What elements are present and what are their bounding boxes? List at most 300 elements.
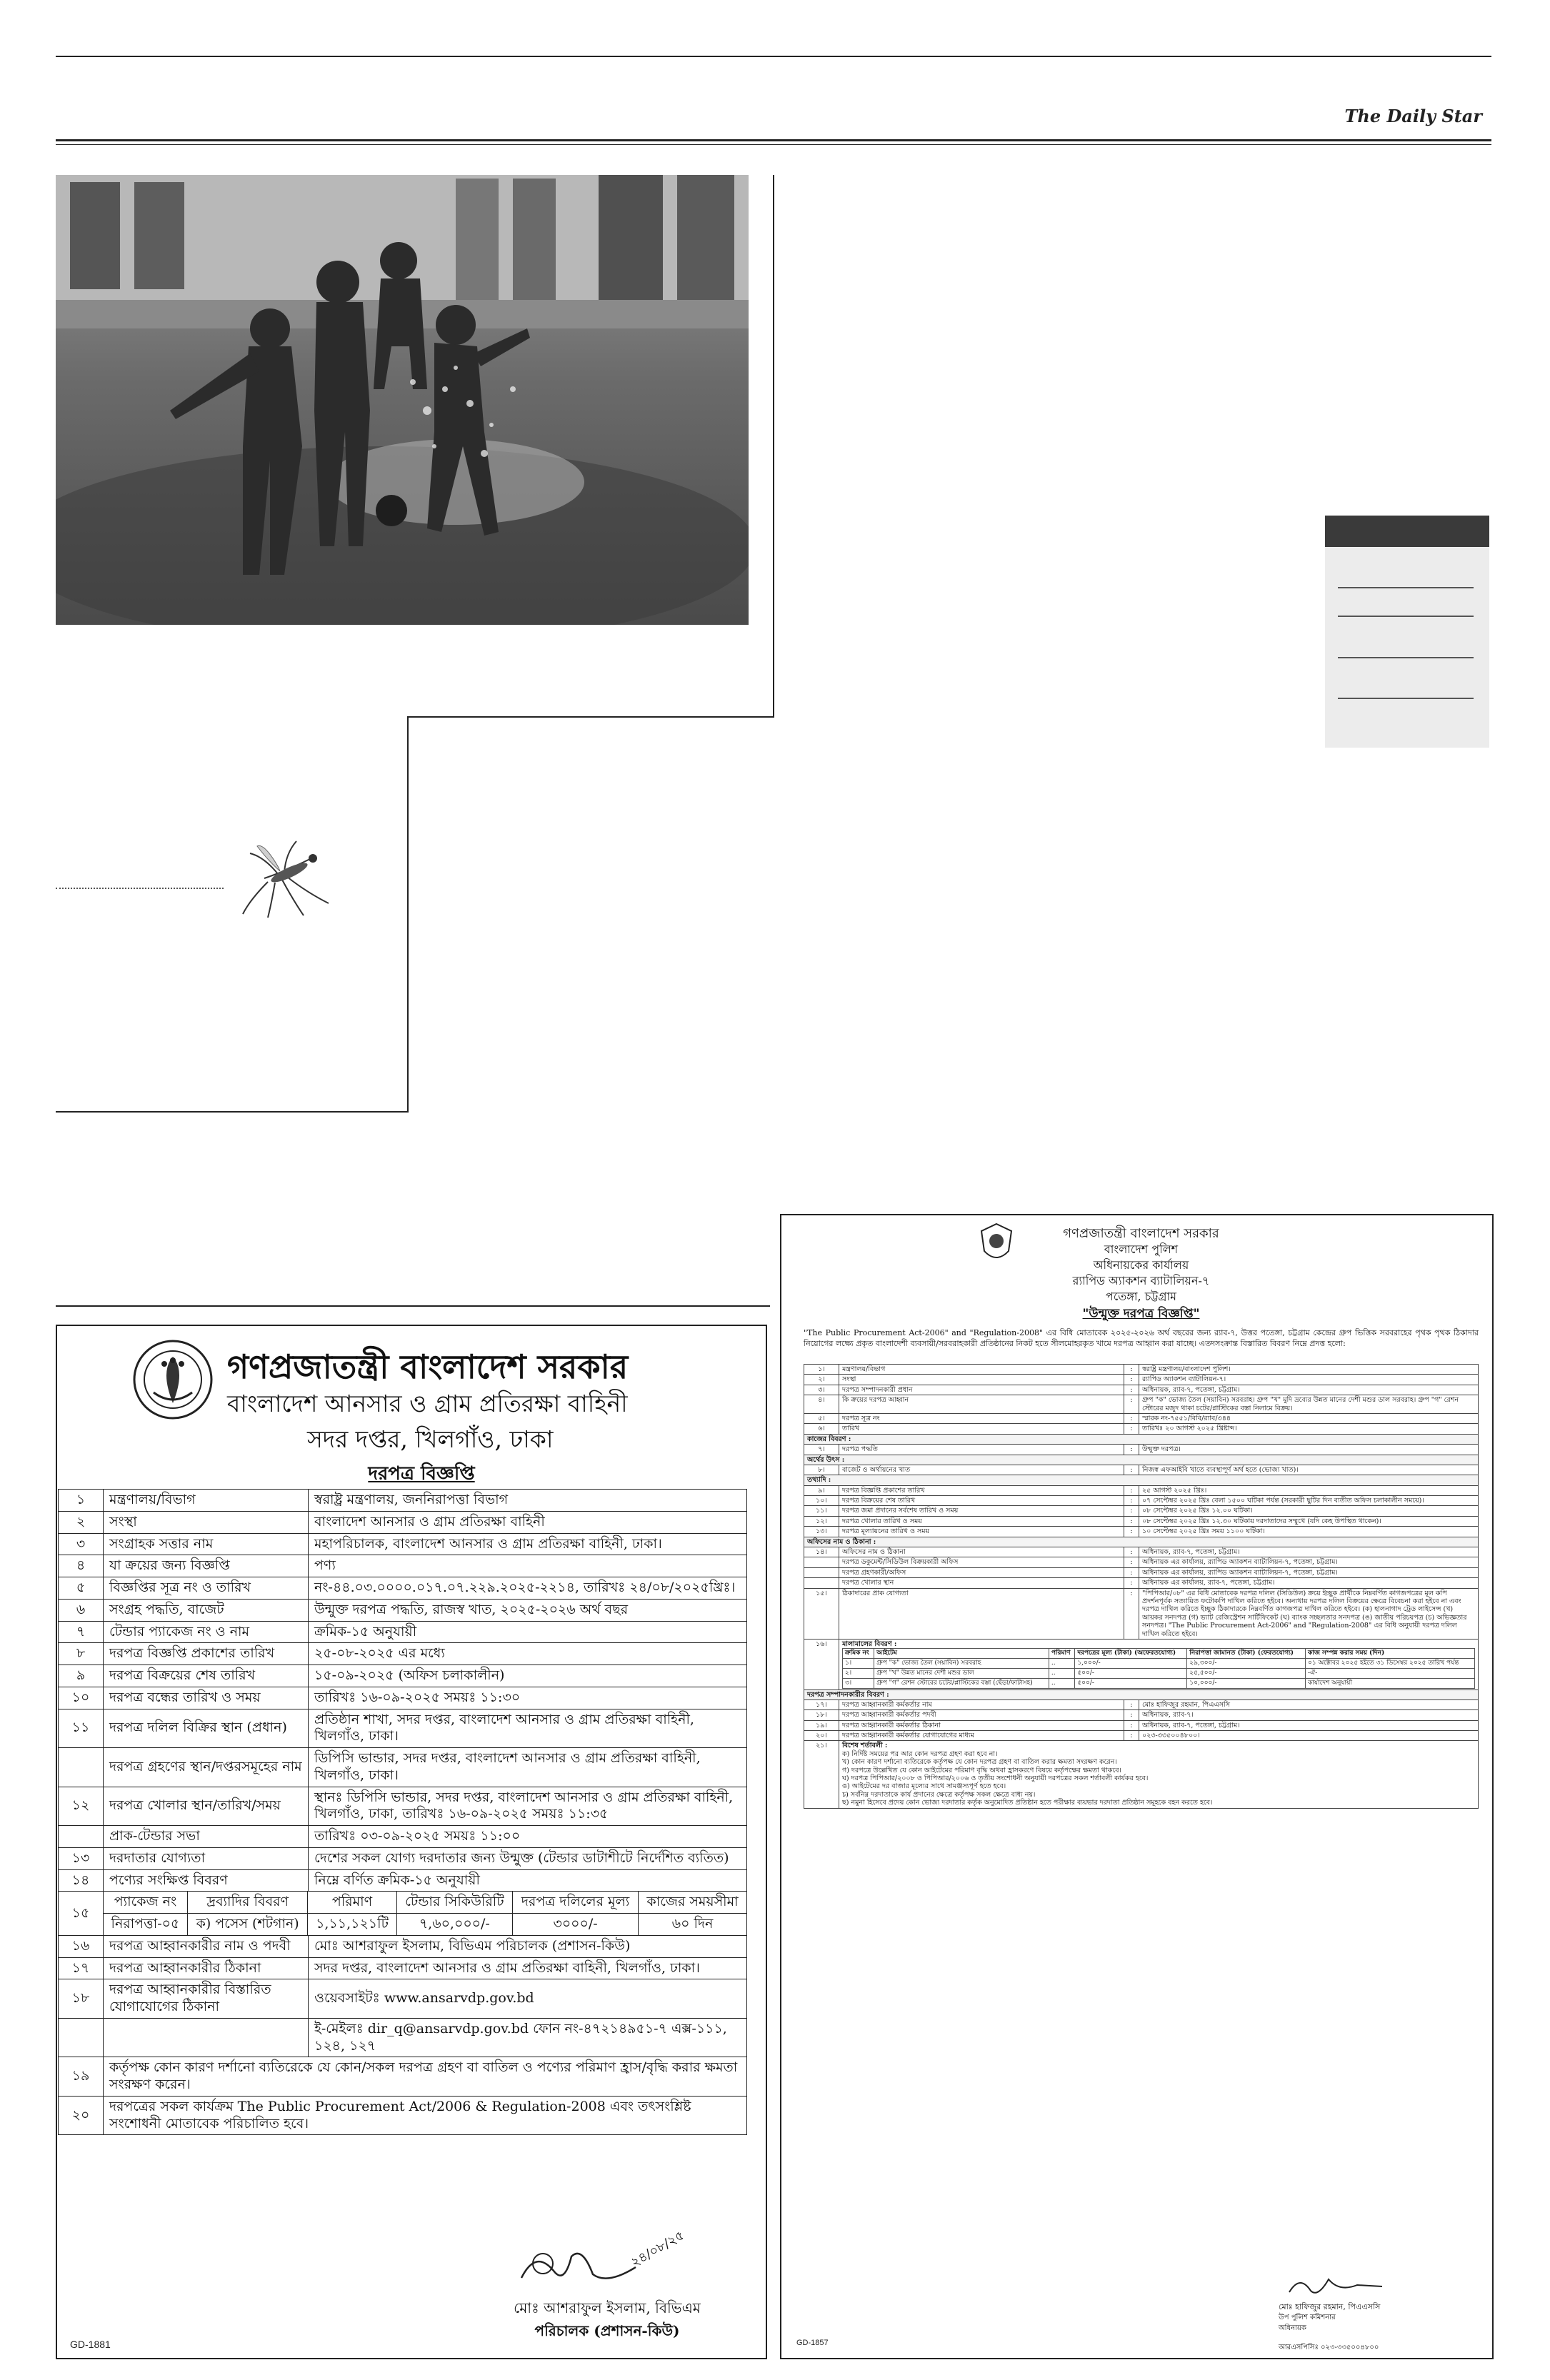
row-label: প্রাক-টেন্ডার সভা — [104, 1826, 309, 1848]
materials-header-cell: কাজ সম্পন্ন করার সময় (দিন) — [1305, 1649, 1474, 1659]
row-value: ০৮ সেপ্টেম্বর ২০২৫ খ্রিঃ ১২.০০ ঘটিকা। — [1139, 1506, 1479, 1516]
row-value: ক্রমিক-১৫ অনুযায়ী — [309, 1621, 747, 1643]
row-value: অধিনায়ক, র‌্যাব-৭, পতেঙ্গা, চট্টগ্রাম। — [1139, 1547, 1479, 1557]
row-value: স্মারক নং-৭৫৫১/বিবি/র‌্যাব/৩৪৪ — [1139, 1413, 1479, 1423]
table-row — [59, 1709, 747, 1748]
materials-item-cell: গ্রুপ "গ" রেশন স্টোরের চটের/প্লাস্টিকের বস্তা (ছেঁড়া/ফাটাসহ) — [874, 1678, 1049, 1688]
gd-number: GD-1857 — [796, 2339, 829, 2347]
row-number: ১৫। — [804, 1588, 839, 1639]
row-number: ২১। — [804, 1741, 839, 1808]
condition-item: খ) কোন কারণ দর্শানো ব্যতিরেকে কর্তৃপক্ষ যে কোন দরপত্র গ্রহণ বা বাতিল করার ক্ষমতা সংরক্ষণ করেন। — [842, 1758, 1117, 1767]
row-label: দরপত্র দলিল বিক্রির স্থান (প্রধান) — [104, 1709, 309, 1748]
police-line: বাংলাদেশ পুলিশ — [1104, 1242, 1179, 1256]
row-colon: : — [1124, 1465, 1139, 1475]
row-number: ১২। — [804, 1516, 839, 1526]
signer-designation: উপ পুলিশ কমিশনার — [1279, 2314, 1336, 2321]
table-row — [59, 1621, 747, 1643]
materials-item-cell: .. — [1049, 1668, 1075, 1678]
row-number: ২। — [804, 1375, 839, 1385]
row-number: ৮ — [59, 1643, 104, 1665]
row-number: ৭ — [59, 1621, 104, 1643]
condition-item: ঘ) দরপত্র পিপিআর/২০০৮ ও পিপিআর/২০০৬ ও তৃতীয় সংশোধনী অনুযায়ী দরপত্রের সকল শর্তাবলী কার্যকর হবে। — [842, 1774, 1149, 1783]
hq-line: সদর দপ্তর, খিলগাঁও, ঢাকা — [307, 1425, 554, 1453]
table-row — [804, 1385, 1479, 1395]
row-label: যা ক্রয়ের জন্য বিজ্ঞপ্তি — [104, 1555, 309, 1577]
signer-role: অধিনায়ক — [1279, 2324, 1306, 2332]
materials-row — [804, 1639, 1479, 1689]
masthead-rule — [56, 139, 1491, 141]
row-number: ১১ — [59, 1709, 104, 1748]
row-label: দরপত্র সূত্র নং — [839, 1413, 1124, 1423]
row-label: পণ্যের সংক্ষিপ্ত বিবরণ — [104, 1869, 309, 1892]
row-number: ৯। — [804, 1485, 839, 1495]
row-number: ১ — [59, 1490, 104, 1512]
row-value: ২৫-০৮-২০২৫ এর মধ্যে — [309, 1643, 747, 1665]
row-label: বাজেট ও অর্থায়নের খাত — [839, 1465, 1124, 1475]
row-number: ১২ — [59, 1787, 104, 1826]
column-rule-bottom — [56, 1111, 409, 1113]
row-value: অধিনায়ক এর কার্যালয়, র‌্যাপিড অ্যাকশন ব্যাটালিয়ন-৭, পতেঙ্গা, চট্টগ্রাম। — [1139, 1567, 1479, 1577]
materials-item-cell: গ্রুপ "খ" উন্নত মানের দেশী মশুর ডাল — [874, 1668, 1049, 1678]
table-row — [804, 1424, 1479, 1434]
notice-title: দরপত্র বিজ্ঞপ্তি — [368, 1463, 475, 1485]
row-value: ১৫-০৯-২০২৫ (অফিস চলাকালীন) — [309, 1665, 747, 1687]
row-colon: : — [1124, 1516, 1139, 1526]
row-label: সংগ্রাহক সত্তার নাম — [104, 1533, 309, 1555]
row-number: ১৪ — [59, 1869, 104, 1892]
table-row — [59, 1599, 747, 1621]
table-row — [59, 2018, 747, 2057]
row-number: ১৯ — [59, 2057, 104, 2097]
table-row — [804, 1567, 1479, 1577]
row-value: গ্রুপ "ক" ভোজ্য তৈল (সয়াবিন) সরবরাহ। গ্রুপ "খ" মুদি দ্রব্যের উন্নত মানের দেশী মশুর ডাল সরবরাহ। গ্রুপ "গ" রেশন স্টোরের মজুদ থাকা চটের/প্লাস্টিকের বস্তা নিলামে বিক্রয়। — [1139, 1395, 1479, 1414]
table-row — [59, 1869, 747, 1892]
row-value: নং-৪৪.০৩.০০০০.০১৭.০৭.২২৯.২০২৫-২২১৪, তারিখঃ ২৪/০৮/২০২৫খ্রিঃ। — [309, 1577, 747, 1600]
table-row — [804, 1496, 1479, 1506]
row-label: দরপত্র আহ্বানকারীর বিস্তারিত যোগাযোগের ঠিকানা — [104, 1979, 309, 2019]
package-cell: ১,১১,১২১টি — [308, 1914, 396, 1935]
row-value: স্থানঃ ডিপিসি ভান্ডার, সদর দপ্তর, বাংলাদেশ আনসার ও গ্রাম প্রতিরক্ষা বাহিনী, খিলগাঁও, ঢাকা, তারিখঃ ১৬-০৯-২০২৫ সময়ঃ ১১:৩৫ — [309, 1787, 747, 1826]
row-value: অধিনায়ক, র‌্যাব-৭। — [1139, 1710, 1479, 1720]
row-label: ঠিকাদারের প্রাক যোগ্যতা — [839, 1588, 1124, 1639]
row-label: দরপত্র আহ্বানকারী কর্মকর্তার পদবী — [839, 1710, 1124, 1720]
row-value: সদর দপ্তর, বাংলাদেশ আনসার ও গ্রাম প্রতিরক্ষা বাহিনী, খিলগাঁও, ঢাকা। — [309, 1957, 747, 1979]
materials-item-cell: .. — [1049, 1678, 1075, 1688]
section-row — [804, 1689, 1479, 1699]
materials-header-cell: ক্রমিক নং — [843, 1649, 874, 1659]
row-number: ১১। — [804, 1506, 839, 1516]
mosquito-icon — [236, 835, 336, 921]
table-row — [59, 1935, 747, 1957]
materials-item-row — [843, 1659, 1475, 1669]
table-row — [804, 1365, 1479, 1375]
materials-label: মালামালের বিবরণ : — [842, 1640, 897, 1648]
row-label: দরপত্র বিক্রয়ের শেষ তারিখ — [839, 1496, 1124, 1506]
section-row — [804, 1537, 1479, 1547]
row-value: অধিনায়ক, র‌্যাব-৭, পতেঙ্গা, চট্টগ্রাম। — [1139, 1720, 1479, 1730]
row-number: ১৮ — [59, 1979, 104, 2019]
row-label: দরপত্র খোলার স্থান/তারিখ/সময় — [104, 1787, 309, 1826]
row-number: ১৩। — [804, 1527, 839, 1537]
row-value: উন্মুক্ত দরপত্র। — [1139, 1445, 1479, 1455]
row-label: দরপত্র জমা প্রদানের সর্বশেষ তারিখ ও সময় — [839, 1506, 1124, 1516]
package-cell: নিরাপত্তা-০৫ — [104, 1914, 187, 1935]
section-row — [804, 1434, 1479, 1444]
office-line: অধিনায়কের কার্যালয় — [1093, 1258, 1189, 1272]
row-label: দরপত্র বন্ধের তারিখ ও সময় — [104, 1687, 309, 1709]
gd-number: GD-1881 — [70, 2339, 111, 2350]
materials-item-cell: ২৫,৫০০/- — [1187, 1668, 1306, 1678]
package-cell: দ্রব্যাদির বিবরণ — [187, 1892, 307, 1913]
row-colon: : — [1124, 1413, 1139, 1423]
signature-date: ২৪/০৮/২৫ — [628, 2227, 687, 2271]
table-row — [804, 1557, 1479, 1567]
table-row — [804, 1588, 1479, 1639]
table-row — [59, 1979, 747, 2019]
row-value: ওয়েবসাইটঃ www.ansarvdp.gov.bd — [309, 1979, 747, 2019]
sidebar-rule — [1338, 698, 1474, 699]
table-row — [804, 1578, 1479, 1588]
package-cell: টেন্ডার সিকিউরিটি — [396, 1892, 512, 1913]
row-number: ১৬। — [804, 1639, 839, 1689]
table-row — [804, 1413, 1479, 1423]
materials-item-cell: গ্রুপ "ক" ভোজ্য তৈল (সয়াবিন) সরবরাহ — [874, 1659, 1049, 1669]
table-row — [59, 1787, 747, 1826]
package-cell: ৭,৬০,০০০/- — [396, 1914, 512, 1935]
row-number — [59, 1826, 104, 1848]
section-heading: তথ্যাদি : — [804, 1475, 1479, 1485]
row-colon: : — [1124, 1506, 1139, 1516]
table-row — [804, 1710, 1479, 1720]
bangladesh-govt-emblem — [132, 1339, 214, 1421]
package-table-row — [104, 1892, 746, 1913]
row-value: নিজস্ব এফআইবি খাতে ব্যবস্থাপূর্ণ অর্থ হতে (ভোজ্য খাত)। — [1139, 1465, 1479, 1475]
row-value: অধিনায়ক এর কার্যালয়, র‌্যাব-৭, পতেঙ্গা, চট্টগ্রাম। — [1139, 1578, 1479, 1588]
row-value: উন্মুক্ত দরপত্র পদ্ধতি, রাজস্ব খাত, ২০২৫-২০২৬ অর্থ বছর — [309, 1599, 747, 1621]
children-football-photo — [56, 175, 749, 625]
row-label: দরপত্র আহ্বানকারীর ঠিকানা — [104, 1957, 309, 1979]
row-number: ৫ — [59, 1577, 104, 1600]
row-value: মোঃ আশরাফুল ইসলাম, বিভিএম পরিচালক (প্রশাসন-কিউ) — [309, 1935, 747, 1957]
materials-header-cell: পরিমাণ — [1049, 1649, 1075, 1659]
row-number — [59, 2018, 104, 2057]
row-label: দরপত্র খোলার তারিখ ও সময় — [839, 1516, 1124, 1526]
package-cell: প্যাকেজ নং — [114, 1894, 177, 1910]
row-colon: : — [1124, 1375, 1139, 1385]
row-label: দরদাতার যোগ্যতা — [104, 1847, 309, 1869]
row-value: তারিখঃ ০৩-০৯-২০২৫ সময়ঃ ১১:০০ — [309, 1826, 747, 1848]
table-row — [59, 1555, 747, 1577]
materials-item-cell: .. — [1049, 1659, 1075, 1669]
row-label: দরপত্র পদ্ধতি — [839, 1445, 1124, 1455]
package-cell: ক) পসেস (শটগান) — [187, 1914, 307, 1935]
materials-item-cell: ১০,০০০/- — [1187, 1678, 1306, 1688]
row-label: দরপত্র বিজ্ঞপ্তি প্রকাশের তারিখ — [839, 1485, 1124, 1495]
materials-item-cell: ৫০০/- — [1075, 1678, 1187, 1688]
condition-item: ক) নির্দিষ্ট সময়ের পর আর কোন দরপত্র গ্রহণ করা হবে না। — [842, 1749, 998, 1758]
row-label: দরপত্র আহ্বানকারীর নাম ও পদবী — [104, 1935, 309, 1957]
signer-name: মোঃ আশরাফুল ইসলাম, বিভিএম — [514, 2299, 701, 2316]
column-rule-v — [407, 716, 409, 1113]
materials-item-cell: ২৯,৩০০/- — [1187, 1659, 1306, 1669]
package-row — [59, 1892, 747, 1936]
row-number: ৯ — [59, 1665, 104, 1687]
package-cell: ৬০ দিন — [639, 1914, 746, 1935]
sidebar-rule — [1338, 587, 1474, 588]
row-colon: : — [1124, 1424, 1139, 1434]
materials-item-cell: -ঐ- — [1305, 1668, 1474, 1678]
row-colon: : — [1124, 1731, 1139, 1741]
section-row — [804, 1455, 1479, 1465]
table-row — [804, 1465, 1479, 1475]
row-label: দরপত্র খোলার স্থান — [839, 1578, 1124, 1588]
top-rule — [56, 56, 1491, 57]
row-label: সংস্থা — [104, 1511, 309, 1533]
row-value: প্রতিষ্ঠান শাখা, সদর দপ্তর, বাংলাদেশ আনসার ও গ্রাম প্রতিরক্ষা বাহিনী, খিলগাঁও, ঢাকা। — [309, 1709, 747, 1748]
table-row — [804, 1720, 1479, 1730]
materials-item-row — [843, 1668, 1475, 1678]
row-colon: : — [1124, 1485, 1139, 1495]
contact-bottom: আরএসপিসিঃ ০২৩-৩৩৫০০৪৮০০ — [1279, 2344, 1379, 2351]
row-value: ডিপিসি ভান্ডার, সদর দপ্তর, বাংলাদেশ আনসার ও গ্রাম প্রতিরক্ষা বাহিনী, খিলগাঁও, ঢাকা। — [309, 1748, 747, 1787]
table-row — [804, 1506, 1479, 1516]
section-heading: দরপত্র সম্পাদনকারীর বিবরণ : — [804, 1689, 1479, 1699]
row-number: ১৪। — [804, 1547, 839, 1557]
row-number: ১৬ — [59, 1935, 104, 1957]
row-colon: : — [1124, 1588, 1139, 1639]
conditions-cell — [839, 1741, 1479, 1808]
condition-item: গ) দরপত্রে উল্লেখিত যে কোন আইটেমের পরিমাণ বৃদ্ধি অথবা হ্রাসকরণে বিষয়ে কর্তৃপক্ষের ক্ষমতা থাকবে। — [842, 1766, 1121, 1774]
row-colon: : — [1124, 1496, 1139, 1506]
section-heading: কাজের বিবরণ : — [804, 1434, 1479, 1444]
row-value: র‌্যাপিড অ্যাকশন ব্যাটালিয়ন-৭। — [1139, 1375, 1479, 1385]
row-label: দরপত্র আহ্বানকারী কর্মকর্তার যোগাযোগের মাধ্যম — [839, 1731, 1124, 1741]
row-colon: : — [1124, 1445, 1139, 1455]
masthead-rule-thin — [56, 144, 1491, 145]
materials-item-cell: ১। — [843, 1659, 874, 1669]
ansar-tender-table — [58, 1489, 747, 2135]
row-value: "পিপিআর/০৮" এর বিধি মোতাবেক দরপত্র দলিল (সিডিউল) ক্রয়ে ইচ্ছুক প্রার্থীকে নিম্নবর্ণিত কাগজপত্রের মূল কপি প্রদর্শনপূর্বক সত্যায়িত ফটোকপি দাখিল করিতে হইবে। অন্যথায় দরপত্র দলিল বিক্রয়ের ক্ষেত্রে বিবেচনা করা হইবে না এবং দরপত্র দাখিল করিতে ইচ্ছুক ঠিকাদারকে নিম্নবর্ণিত কাগজপত্র দাখিল করিতে হইবে। (ক) হালনাগাদ ট্রেড লাইসেন্স (খ) আয়কর সনদপত্র (গ) ভ্যাট রেজিস্ট্রেশন সার্টিফিকেট (ঘ) ব্যাংক সচ্ছলতার সনদপত্র (ঙ) জাতীয় পরিচয়পত্র (চ) অভিজ্ঞতার সনদপত্র। "The Public Procurement Act-2006" and "Regulation-2008" এর বিধি অনুযায়ী দরপত্র দলিল দাখিল করিতে হইবে। — [1139, 1588, 1479, 1639]
table-row — [59, 1957, 747, 1979]
signer-name: মোঃ হাফিজুর রহমান, পিএএসসি — [1279, 2302, 1381, 2311]
row-number: ৬ — [59, 1599, 104, 1621]
row-number: ৩ — [59, 1533, 104, 1555]
row-number — [59, 1748, 104, 1787]
conditions-row — [804, 1741, 1479, 1808]
table-row — [59, 2096, 747, 2135]
row-value: ০৮ সেপ্টেম্বর ২০২৫ খ্রিঃ ১২.৩০ ঘটিকায় দরদাতাদের সম্মুখে (যদি কেহ উপস্থিত থাকেন)। — [1139, 1516, 1479, 1526]
row-value: ০৭ সেপ্টেম্বর ২০২৫ খ্রিঃ বেলা ১৫০০ ঘটিকা পর্যন্ত (সরকারী ছুটির দিন ব্যতীত অফিস চলাকালীন সময়ে)। — [1139, 1496, 1479, 1506]
rab7-tender-table — [804, 1364, 1479, 1809]
row-number: ৫। — [804, 1413, 839, 1423]
row-label: দরপত্র আহ্বানকারী কর্মকর্তার ঠিকানা — [839, 1720, 1124, 1730]
table-row — [59, 1748, 747, 1787]
materials-item-cell: ০১ অক্টোবর ২০২৫ হইতে ৩১ ডিসেম্বর ২০২৫ তারিখ পর্যন্ত — [1305, 1659, 1474, 1669]
conditions-label: বিশেষ শর্তাবলী : — [842, 1742, 888, 1750]
table-row — [804, 1375, 1479, 1385]
signature-mark — [1286, 2271, 1386, 2299]
materials-table — [842, 1648, 1475, 1688]
package-cell: পরিমাণ — [308, 1892, 396, 1913]
row-value: অধিনায়ক, র‌্যাব-৭, পতেঙ্গা, চট্টগ্রাম। — [1139, 1385, 1479, 1395]
row-number: ৪ — [59, 1555, 104, 1577]
row-value: পণ্য — [309, 1555, 747, 1577]
row-label: দরপত্র ডকুমেন্ট/সিডিউল বিক্রয়কারী অফিস — [839, 1557, 1124, 1567]
package-cell: দরপত্র দলিলের মূল্য — [513, 1892, 639, 1913]
row-label: দরপত্র গ্রহণকারী/অফিস — [839, 1567, 1124, 1577]
row-value: ২৫ আগস্ট ২০২৫ খ্রিঃ। — [1139, 1485, 1479, 1495]
materials-item-cell: ৩। — [843, 1678, 874, 1688]
materials-item-cell: ৫০০/- — [1075, 1668, 1187, 1678]
row-label: মন্ত্রণালয়/বিভাগ — [104, 1490, 309, 1512]
package-cell: কাজের সময়সীমা — [639, 1892, 746, 1913]
row-number: ২০ — [59, 2096, 104, 2135]
row-number: ২ — [59, 1511, 104, 1533]
condition-item: ছ) নমুনা হিসেবে প্রদেয় কোন ভোজ্য দরদাতার কর্তৃক অনুমোদিত প্রতিষ্ঠান হতে পরীক্ষার ব্যয়ভার দরদাতা প্রতিষ্ঠান সমূহকে বহন করতে হবে। — [842, 1799, 1213, 1807]
row-label: টেন্ডার প্যাকেজ নং ও নাম — [104, 1621, 309, 1643]
table-row — [804, 1485, 1479, 1495]
signer-title: পরিচালক (প্রশাসন-কিউ) — [534, 2322, 680, 2339]
row-number: ১৯। — [804, 1720, 839, 1730]
battalion-line: র‌্যাপিড অ্যাকশন ব্যাটালিয়ন-৭ — [1072, 1274, 1210, 1287]
row-colon: : — [1124, 1395, 1139, 1414]
row-number: ১৮। — [804, 1710, 839, 1720]
table-row — [59, 1665, 747, 1687]
row-number: ৭। — [804, 1445, 839, 1455]
govt-title: গণপ্রজাতন্ত্রী বাংলাদেশ সরকার — [227, 1347, 629, 1386]
row-number: ২০। — [804, 1731, 839, 1741]
row-label: দরপত্র বিক্রয়ের শেষ তারিখ — [104, 1665, 309, 1687]
table-row — [59, 2057, 747, 2097]
photo-frame-right — [773, 175, 774, 718]
row-number: ১০ — [59, 1687, 104, 1709]
row-colon: : — [1124, 1385, 1139, 1395]
table-row — [804, 1395, 1479, 1414]
row-value: ই-মেইলঃ dir_q@ansarvdp.gov.bd ফোন নং-৪৭২১৪৯৫১-৭ এক্স-১১১, ১২৪, ১২৭ — [309, 2018, 747, 2057]
row-label: দরপত্র সম্পাদনকারী প্রধান — [839, 1385, 1124, 1395]
row-value: অধিনায়ক এর কার্যালয়, র‌্যাপিড অ্যাকশন ব্যাটালিয়ন-৭, পতেঙ্গা, চট্টগ্রাম। — [1139, 1557, 1479, 1567]
intro-paragraph: "The Public Procurement Act-2006" and "Regulation-2008" এর বিধি মোতাবেক ২০২৫-২০২৬ অর্থ বছরের জন্য র‌্যাব-৭, উত্তর পতেঙ্গা, চট্টগ্রাম কেন্দ্রের গ্রুপ ভিত্তিক সরবরাহের পৃথক পৃথক ঠিকাদার নিয়োগের লক্ষ্যে প্রকৃত বাংলাদেশী ব্যবসায়ী/সরবরাহকারী প্রতিষ্ঠানের নিকট হতে সীলমোহরকৃত খামে দরপত্র আহ্বান করা যাচ্ছে। এতদসংক্রান্ত বিস্তারিত বিবরণ নিম্নে প্রদত্ত হলো: — [804, 1328, 1479, 1348]
materials-item-cell: ১,০০০/- — [1075, 1659, 1187, 1669]
sidebar-box — [1325, 516, 1489, 748]
row-label: দরপত্র গ্রহণের স্থান/দপ্তরসমূহের নাম — [104, 1748, 309, 1787]
table-row — [804, 1516, 1479, 1526]
table-row — [804, 1527, 1479, 1537]
sidebar-header — [1325, 516, 1489, 547]
row-colon: : — [1124, 1567, 1139, 1577]
row-label: মন্ত্রণালয়/বিভাগ — [839, 1365, 1124, 1375]
materials-item-row — [843, 1678, 1475, 1688]
table-row — [59, 1490, 747, 1512]
row-colon: : — [1124, 1720, 1139, 1730]
row-value: তারিখঃ ১৬-০৯-২০২৫ সময়ঃ ১১:৩০ — [309, 1687, 747, 1709]
row-label — [104, 2018, 309, 2057]
materials-cell — [839, 1639, 1479, 1689]
materials-header-cell: দরপত্রের মূল্য (টাকা) (অফেরতযোগ্য) — [1075, 1649, 1187, 1659]
package-table — [104, 1892, 746, 1935]
dotted-rule — [56, 888, 224, 889]
masthead-logo: The Daily Star — [1344, 106, 1482, 126]
row-colon: : — [1124, 1365, 1139, 1375]
table-row — [59, 1511, 747, 1533]
row-number: ৬। — [804, 1424, 839, 1434]
notice-title: "উন্মুক্ত দরপত্র বিজ্ঞপ্তি" — [1082, 1307, 1200, 1321]
row-value: বাংলাদেশ আনসার ও গ্রাম প্রতিরক্ষা বাহিনী — [309, 1511, 747, 1533]
table-row — [59, 1847, 747, 1869]
table-row — [59, 1533, 747, 1555]
govt-title: গণপ্রজাতন্ত্রী বাংলাদেশ সরকার — [1063, 1226, 1219, 1241]
row-label: কি ক্রয়ের দরপত্র আহ্বান — [839, 1395, 1124, 1414]
row-number — [804, 1578, 839, 1588]
photo-illustration — [56, 175, 749, 625]
location-line: পতেঙ্গা, চট্টগ্রাম — [1106, 1290, 1176, 1303]
row-label: কর্তৃপক্ষ কোন কারণ দর্শানো ব্যতিরেকে যে কোন/সকল দরপত্র গ্রহণ বা বাতিল ও পণ্যের পরিমাণ হ্রাস/বৃদ্ধি করার ক্ষমতা সংরক্ষণ করেন। — [104, 2057, 747, 2097]
table-row — [804, 1699, 1479, 1709]
row-number: ৩। — [804, 1385, 839, 1395]
table-row — [59, 1687, 747, 1709]
row-number: ১৭ — [59, 1957, 104, 1979]
materials-item-cell: কার্যাদেশ অনুযায়ী — [1305, 1678, 1474, 1688]
row-label: তারিখ — [839, 1424, 1124, 1434]
row-number — [804, 1567, 839, 1577]
section-row — [804, 1475, 1479, 1485]
row-number: ৪। — [804, 1395, 839, 1414]
row-label: দরপত্রের সকল কার্যক্রম The Public Procurement Act/2006 & Regulation-2008 এবং তৎসংশ্লিষ্ট সংশোধনী মোতাবেক পরিচালিত হবে। — [104, 2096, 747, 2135]
package-table-cell — [104, 1892, 747, 1936]
row-colon: : — [1124, 1547, 1139, 1557]
section-heading: অফিসের নাম ও ঠিকানা : — [804, 1537, 1479, 1547]
row-label: অফিসের নাম ও ঠিকানা — [839, 1547, 1124, 1557]
row-number: ১০। — [804, 1496, 839, 1506]
sidebar-rule — [1338, 657, 1474, 658]
table-row — [804, 1547, 1479, 1557]
package-cell: ৩০০০/- — [513, 1914, 639, 1935]
row-value: দেশের সকল যোগ্য দরদাতার জন্য উন্মুক্ত (টেন্ডার ডাটাশীটে নির্দেশিত ব্যতিত) — [309, 1847, 747, 1869]
materials-header-cell: আইটেম — [874, 1649, 1049, 1659]
section-heading: অর্থের উৎস : — [804, 1455, 1479, 1465]
row-number: ৮। — [804, 1465, 839, 1475]
row-label: দরপত্র আহ্বানকারী কর্মকর্তার নাম — [839, 1699, 1124, 1709]
table-row — [804, 1731, 1479, 1741]
table-row — [59, 1826, 747, 1848]
sidebar-rule — [1338, 616, 1474, 617]
materials-header — [843, 1649, 1475, 1659]
row-colon: : — [1124, 1557, 1139, 1567]
table-row — [804, 1445, 1479, 1455]
row-value: তারিখঃ ২০ আগস্ট ২০২৫ খ্রিষ্টাব্দ। — [1139, 1424, 1479, 1434]
row-number — [804, 1557, 839, 1567]
row-label: দরপত্র বিজ্ঞপ্তি প্রকাশের তারিখ — [104, 1643, 309, 1665]
row-colon: : — [1124, 1578, 1139, 1588]
ads-top-rule — [56, 1305, 770, 1307]
row-colon: : — [1124, 1527, 1139, 1537]
materials-item-cell: ২। — [843, 1668, 874, 1678]
row-value: ১০ সেপ্টেম্বর ২০২৫ খ্রিঃ সময় ১১০০ ঘটিকা। — [1139, 1527, 1479, 1537]
row-value: মোঃ হাফিজুর রহমান, পিএএসসি — [1139, 1699, 1479, 1709]
row-value: স্বরাষ্ট্র মন্ত্রণালয়, জননিরাপত্তা বিভাগ — [309, 1490, 747, 1512]
table-row — [59, 1577, 747, 1600]
row-number: ১৩ — [59, 1847, 104, 1869]
condition-item: চ) সর্বনিম্ন দরদাতাকে কার্য প্রদানের ক্ষেত্রে কর্তৃপক্ষ সকল ক্ষেত্রে বাধ্য নয়। — [842, 1790, 1036, 1799]
row-number: ১৭। — [804, 1699, 839, 1709]
condition-item: ঙ) আইটেমের দর বাজার মূল্যের সাথে সামঞ্জস্যপূর্ণ হতে হবে। — [842, 1782, 1006, 1791]
row-label: সংস্থা — [839, 1375, 1124, 1385]
row-number: ১৫ — [59, 1892, 104, 1936]
row-value: স্বরাষ্ট্র মন্ত্রণালয়/বাংলাদেশ পুলিশ। — [1139, 1365, 1479, 1375]
row-number: ১। — [804, 1365, 839, 1375]
row-value: মহাপরিচালক, বাংলাদেশ আনসার ও গ্রাম প্রতিরক্ষা বাহিনী, ঢাকা। — [309, 1533, 747, 1555]
row-label: বিজ্ঞপ্তির সূত্র নং ও তারিখ — [104, 1577, 309, 1600]
